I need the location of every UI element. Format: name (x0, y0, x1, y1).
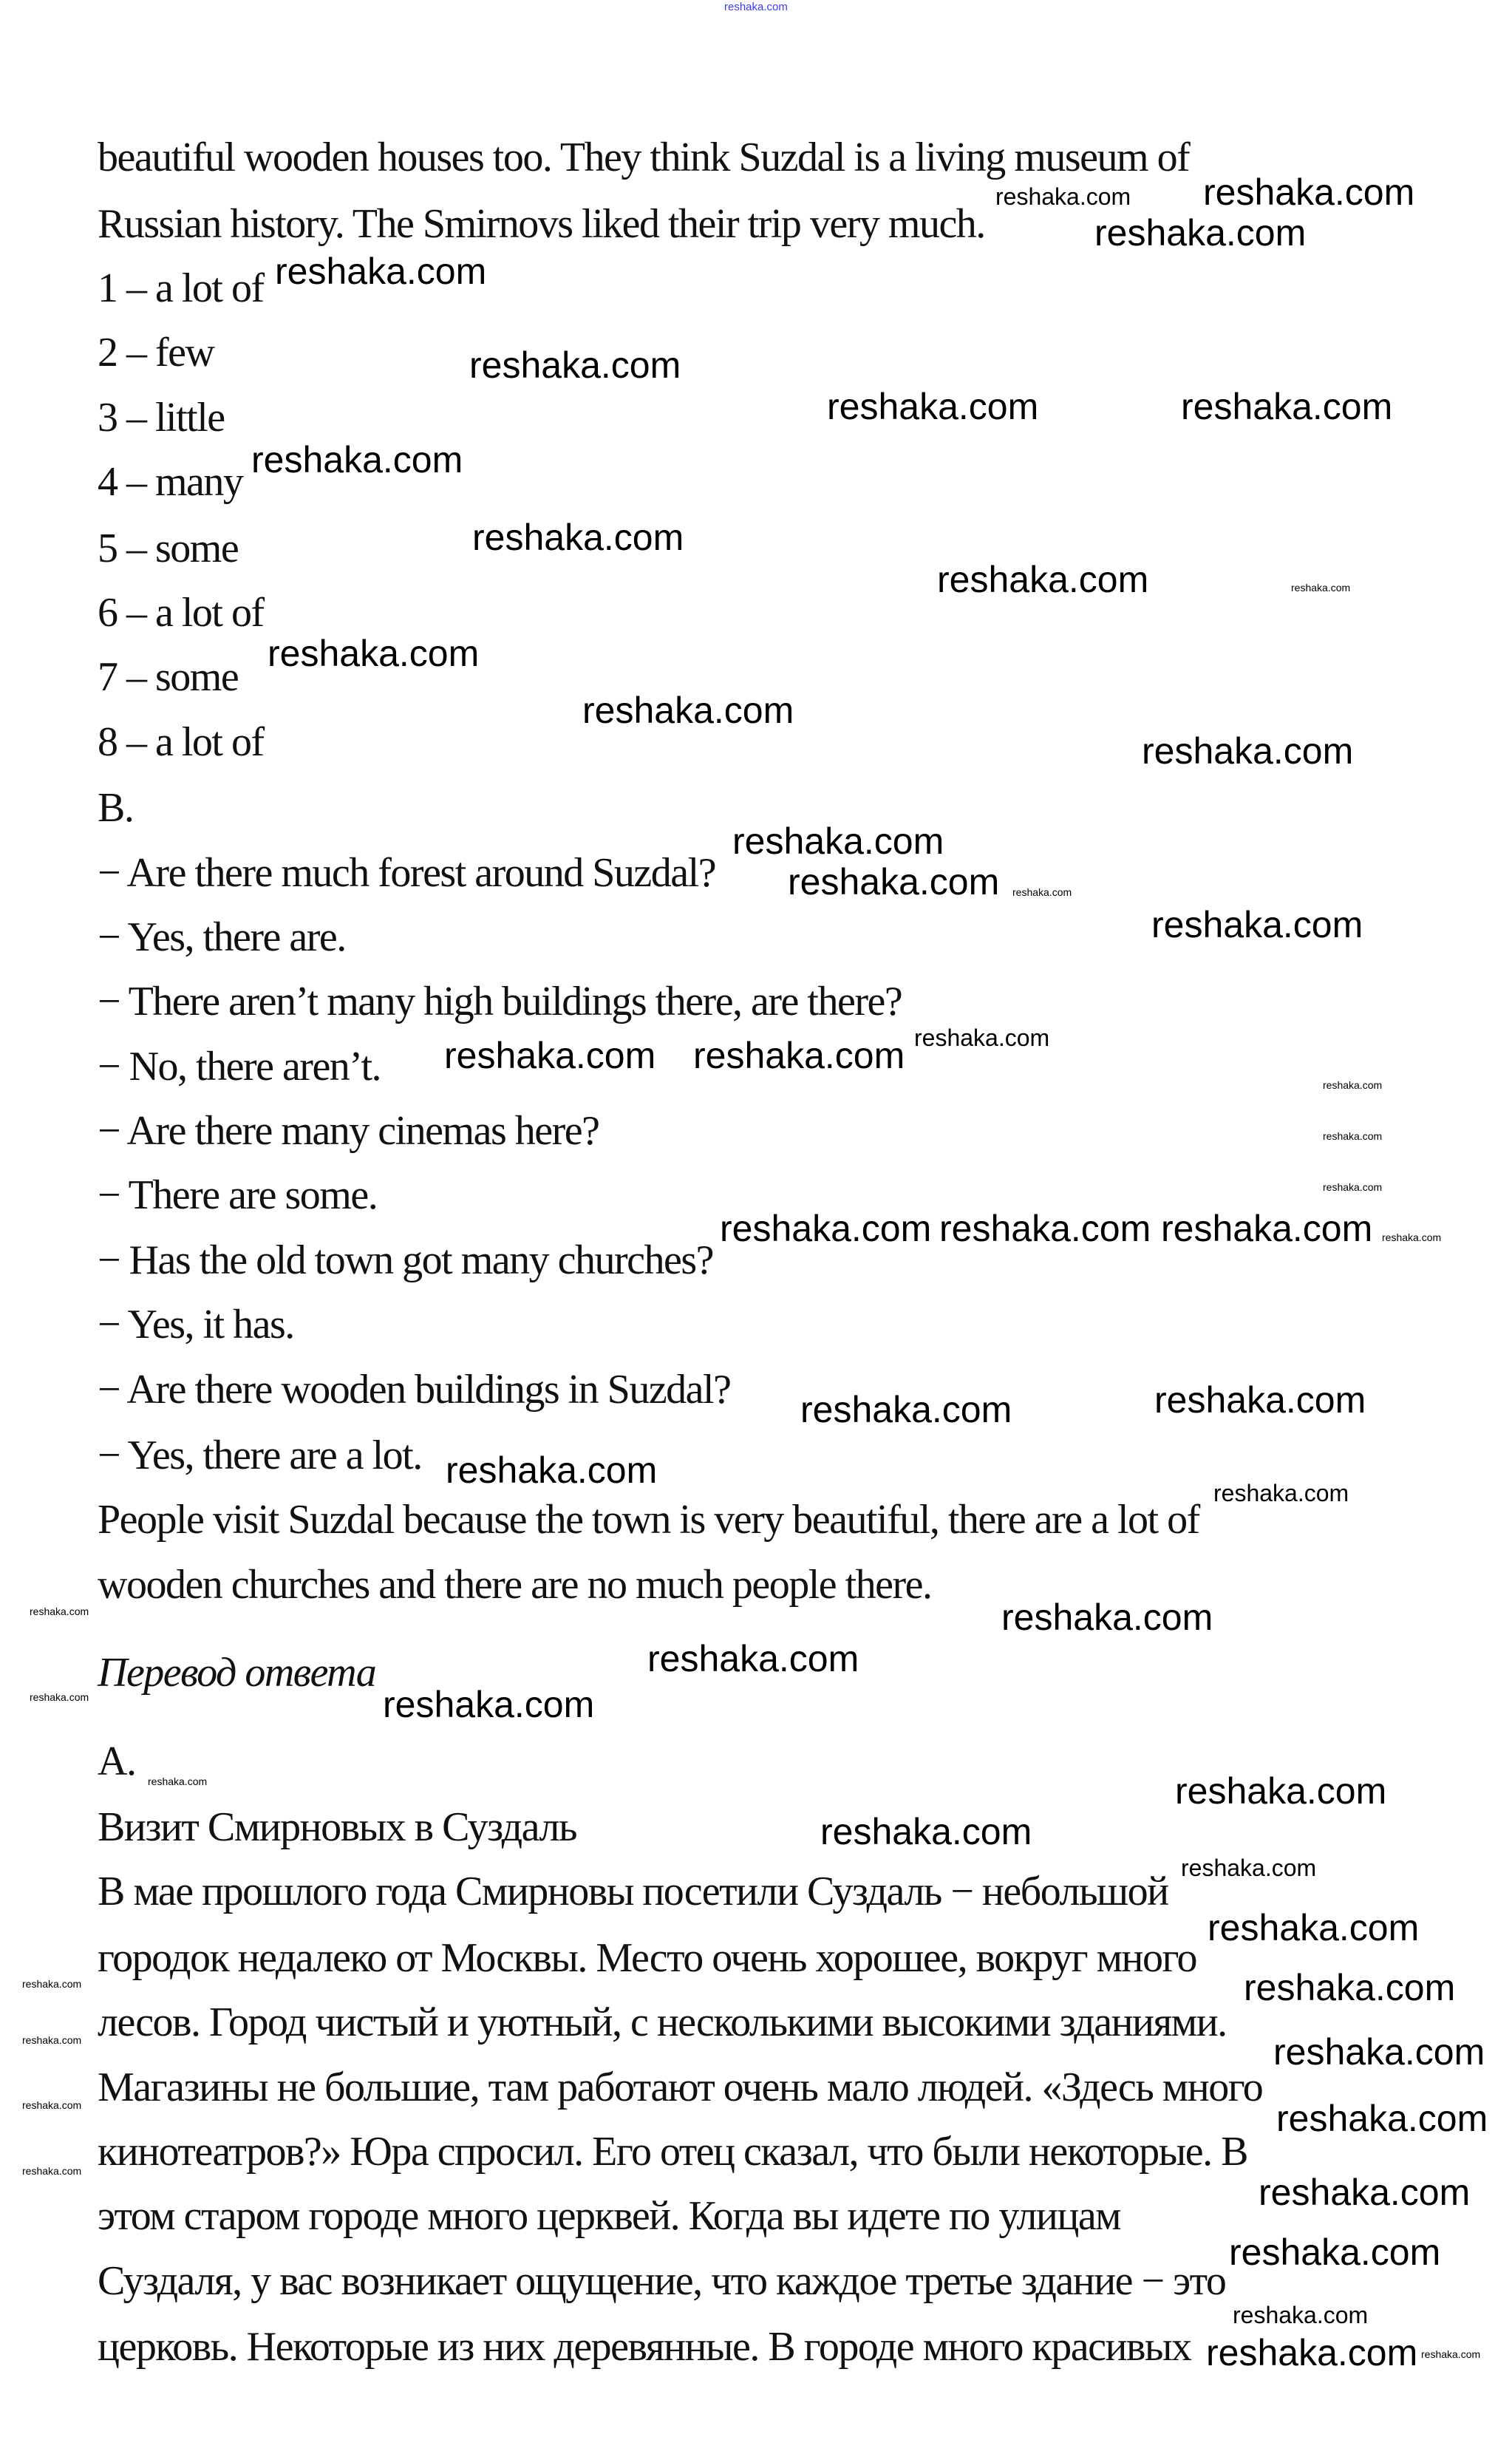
text-line: − Yes, there are a lot. (98, 1432, 422, 1478)
text-line: Визит Смирновых в Суздаль (98, 1804, 577, 1850)
watermark: reshaka.com (1181, 386, 1393, 427)
text-line: − Yes, it has. (98, 1302, 294, 1347)
watermark: reshaka.com (1203, 171, 1415, 213)
watermark: reshaka.com (469, 344, 681, 386)
text-line: городок недалеко от Москвы. Место очень хорошее, вокруг много (98, 1935, 1197, 1981)
watermark: reshaka.com (1213, 1480, 1349, 1506)
watermark: reshaka.com (251, 439, 463, 480)
text-line: Russian history. The Smirnovs liked their trip very much. (98, 201, 985, 247)
watermark: reshaka.com (1323, 1079, 1383, 1091)
text-line: − Has the old town got many churches? (98, 1237, 713, 1283)
watermark: reshaka.com (820, 1811, 1032, 1852)
watermark: reshaka.com (472, 517, 684, 558)
watermark: reshaka.com (1291, 582, 1351, 594)
text-line: 6 – a lot of (98, 590, 264, 636)
text-line: − No, there aren’t. (98, 1044, 381, 1090)
watermark: reshaka.com (582, 690, 794, 731)
text-line: 8 – a lot of (98, 719, 264, 765)
watermark: reshaka.com (1323, 1181, 1383, 1193)
watermark: reshaka.com (720, 1208, 932, 1249)
text-line: 1 – a lot of (98, 265, 264, 311)
watermark: reshaka.com (1208, 1907, 1420, 1948)
watermark: reshaka.com (788, 861, 1000, 903)
text-line: − Are there much forest around Suzdal? (98, 850, 716, 896)
text-line: People visit Suzdal because the town is very beautiful, there are a lot of (98, 1497, 1199, 1543)
text-line: − Are there many cinemas here? (98, 1108, 599, 1154)
watermark: reshaka.com (1175, 1770, 1387, 1812)
watermark: reshaka.com (1012, 886, 1072, 898)
text-line: B. (98, 785, 134, 831)
watermark: reshaka.com (1154, 1379, 1366, 1421)
text-line: кинотеатров?» Юра спросил. Его отец сказал, что были некоторые. В (98, 2129, 1247, 2175)
watermark: reshaka.com (22, 2099, 82, 2111)
watermark: reshaka.com (1161, 1208, 1373, 1249)
watermark: reshaka.com (1244, 1967, 1456, 2008)
text-line: церковь. Некоторые из них деревянные. В городе много красивых (98, 2324, 1191, 2370)
section-heading: Перевод ответа (98, 1650, 376, 1696)
watermark: reshaka.com (827, 386, 1039, 427)
watermark: reshaka.com (444, 1035, 656, 1076)
watermark: reshaka.com (1276, 2098, 1488, 2139)
text-line: 4 – many (98, 459, 243, 505)
watermark: reshaka.com (148, 1775, 208, 1787)
watermark: reshaka.com (939, 1208, 1151, 1249)
text-line: А. (98, 1738, 136, 1784)
watermark: reshaka.com (1151, 904, 1363, 945)
header-watermark: reshaka.com (724, 1, 788, 13)
watermark: reshaka.com (383, 1684, 595, 1725)
text-line: В мае прошлого года Смирновы посетили Суздаль − небольшой (98, 1869, 1168, 1914)
text-line: 3 – little (98, 395, 225, 441)
watermark: reshaka.com (800, 1389, 1012, 1430)
text-line: − Are there wooden buildings in Suzdal? (98, 1367, 731, 1413)
watermark: reshaka.com (732, 820, 944, 862)
watermark: reshaka.com (1323, 1130, 1383, 1142)
text-line: этом старом городе много церквей. Когда вы идете по улицам (98, 2193, 1121, 2239)
watermark: reshaka.com (937, 559, 1149, 600)
watermark: reshaka.com (22, 2165, 82, 2177)
watermark: reshaka.com (995, 183, 1131, 210)
watermark: reshaka.com (1273, 2031, 1485, 2073)
text-line: wooden churches and there are no much people there. (98, 1562, 932, 1608)
watermark: reshaka.com (1094, 212, 1307, 254)
watermark: reshaka.com (268, 633, 480, 674)
text-line: − There aren’t many high buildings there, are there? (98, 979, 902, 1024)
watermark: reshaka.com (1421, 2348, 1481, 2360)
watermark: reshaka.com (22, 1978, 82, 1990)
watermark: reshaka.com (30, 1691, 89, 1703)
text-line: − Yes, there are. (98, 914, 346, 960)
watermark: reshaka.com (275, 251, 487, 292)
watermark: reshaka.com (1382, 1231, 1442, 1243)
watermark: reshaka.com (693, 1035, 905, 1076)
watermark: reshaka.com (446, 1449, 658, 1491)
watermark: reshaka.com (1229, 2232, 1441, 2273)
text-line: − There are some. (98, 1172, 378, 1218)
text-line: 7 – some (98, 654, 239, 700)
text-line: Магазины не большие, там работают очень мало людей. «Здесь много (98, 2064, 1263, 2110)
watermark: reshaka.com (1181, 1855, 1317, 1881)
watermark: reshaka.com (914, 1024, 1050, 1051)
watermark: reshaka.com (1233, 2302, 1369, 2328)
watermark: reshaka.com (1259, 2172, 1471, 2213)
watermark: reshaka.com (647, 1638, 859, 1679)
text-line: beautiful wooden houses too. They think Suzdal is a living museum of (98, 135, 1190, 180)
watermark: reshaka.com (1001, 1597, 1213, 1638)
text-line: Суздаля, у вас возникает ощущение, что каждое третье здание − это (98, 2258, 1226, 2304)
watermark: reshaka.com (1206, 2332, 1418, 2373)
watermark: reshaka.com (22, 2034, 82, 2046)
watermark: reshaka.com (1142, 730, 1354, 772)
watermark: reshaka.com (30, 1605, 89, 1617)
text-line: 2 – few (98, 330, 214, 375)
text-line: 5 – some (98, 526, 239, 571)
text-line: лесов. Город чистый и уютный, с несколькими высокими зданиями. (98, 1999, 1227, 2045)
